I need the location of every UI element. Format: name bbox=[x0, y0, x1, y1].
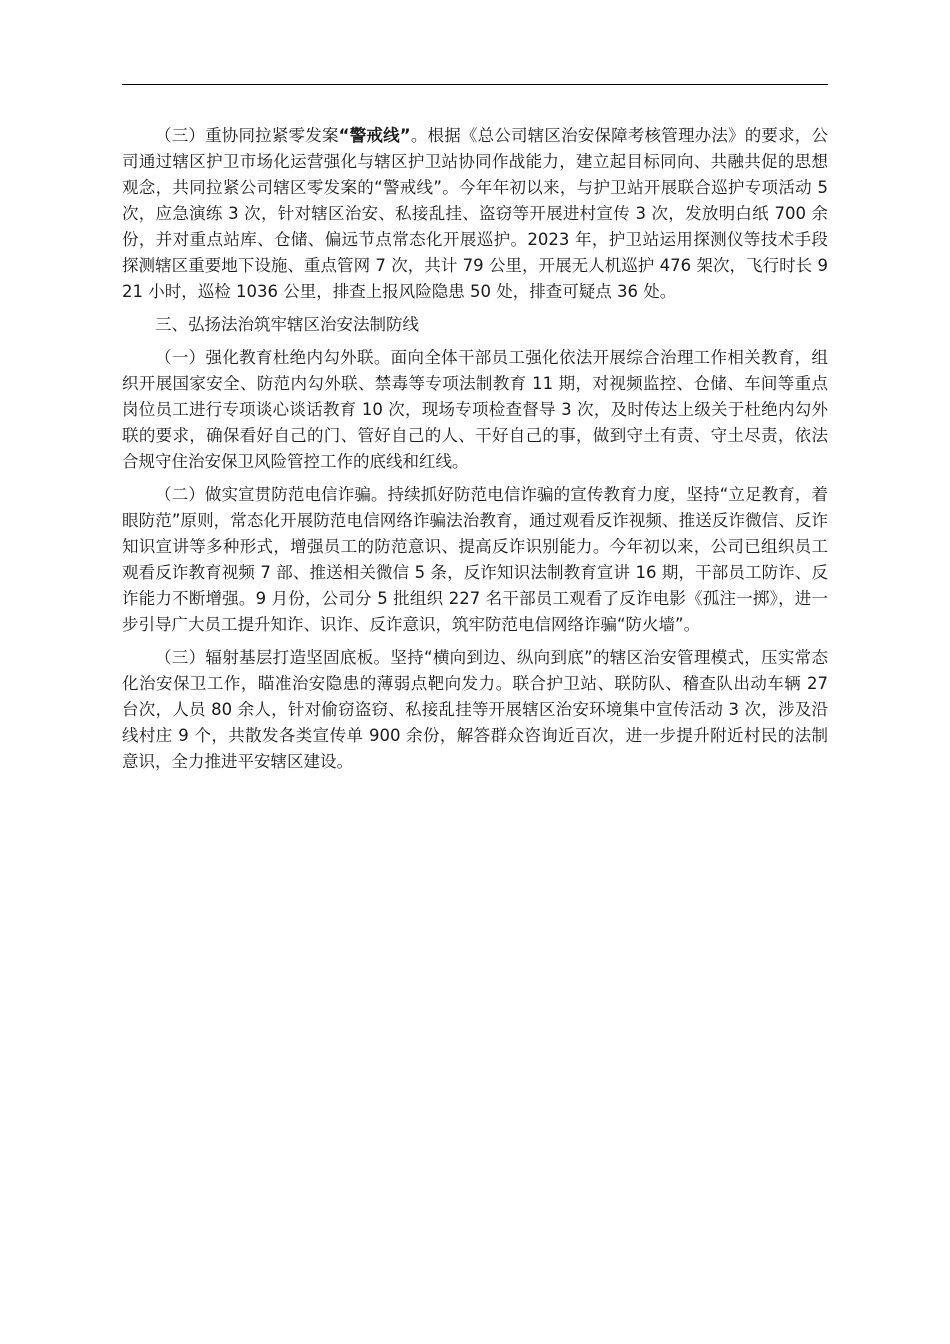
paragraph-lead-emphasis: “警戒线” bbox=[338, 126, 411, 145]
paragraph-grassroots: （三）辐射基层打造坚固底板。坚持“横向到边、纵向到底”的辖区治安管理模式，压实常态化治安保卫工作，瞄准治安隐患的薄弱点靶向发力。联合护卫站、联防队、稽查队出动车辆 27 台次，人员 80 余人，针对偷窃盗窃、私接乱挂等开展辖区治安环境集中宣传活动 3 次，涉及沿线村庄 9 个，共散发各类宣传单 900 余份，解答群众咨询近百次，进一步提升附近村民的法制意识，全力推进平安辖区建设。 bbox=[122, 648, 828, 771]
paragraph-coordination bbox=[122, 123, 828, 305]
paragraph-lead: （三）重协同拉紧零发案 bbox=[155, 126, 339, 145]
paragraph-anti-fraud: （二）做实宣贯防范电信诈骗。持续抓好防范电信诈骗的宣传教育力度，坚持“立足教育，着眼防范”原则，常态化开展防范电信网络诈骗法治教育，通过观看反诈视频、推送反诈微信、反诈知识宣讲等多种形式，增强员工的防范意识、提高反诈识别能力。今年初以来，公司已组织员工观看反诈教育视频 7 部、推送相关微信 5 条，反诈知识法制教育宣讲 16 期，干部员工防诈、反诈能力不断增强。9 月份，公司分 5 批组织 227 名干部员工观看了反诈电影《孤注一掷》，进一步引导广大员工提升知诈、识诈、反诈意识，筑牢防范电信网络诈骗“防火墙”。 bbox=[122, 485, 828, 634]
section-heading: 三、弘扬法治筑牢辖区治安法制防线 bbox=[155, 315, 419, 334]
document-body bbox=[122, 123, 828, 782]
paragraph-text: 。根据《总公司辖区治安保障考核管理办法》的要求，公司通过辖区护卫市场化运营强化与辖区护卫站协同作战能力，建立起目标同向、共融共促的思想观念，共同拉紧公司辖区零发案的“警戒线”。今年年初以来，与护卫站开展联合巡护专项活动 5 次，应急演练 3 次，针对辖区治安、私接乱挂、盗窃等开展进村宣传 3 次，发放明白纸 700 余份，并对重点站库、仓储、偏远节点常态化开展巡护。2023 年，护卫站运用探测仪等技术手段探测辖区重要地下设施、重点管网 7 次，共计 79 公里，开展无人机巡护 476 架次，飞行时长 921 小时，巡检 1036 公里，排查上报风险隐患 50 处，排查可疑点 36 处。 bbox=[122, 126, 828, 301]
paragraph-education: （一）强化教育杜绝内勾外联。面向全体干部员工强化依法开展综合治理工作相关教育，组织开展国家安全、防范内勾外联、禁毒等专项法制教育 11 期，对视频监控、仓储、车间等重点岗位员工进行专项谈心谈话教育 10 次，现场专项检查督导 3 次，及时传达上级关于杜绝内勾外联的要求，确保看好自己的门、管好自己的人、干好自己的事，做到守土有责、守土尽责，依法合规守住治安保卫风险管控工作的底线和红线。 bbox=[122, 348, 828, 471]
header-rule bbox=[122, 84, 828, 85]
